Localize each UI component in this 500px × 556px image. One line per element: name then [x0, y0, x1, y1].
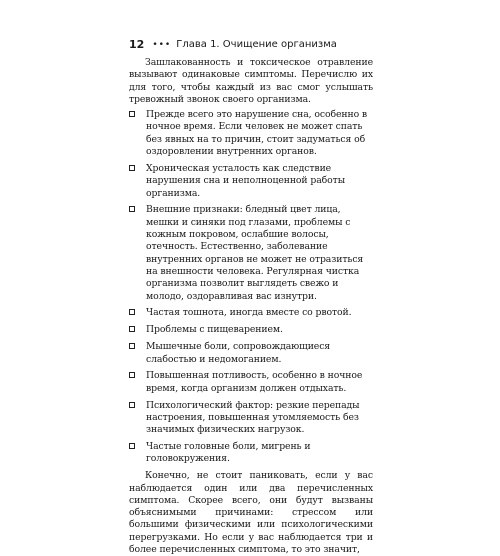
symptom-list	[129, 109, 373, 465]
list-item	[129, 204, 373, 302]
checkbox-bullet-icon	[129, 165, 135, 171]
list-item-text: Мышечные боли, сопровождающиеся слабостью и недомоганием.	[146, 341, 331, 365]
list-item-text: Хроническая усталость как следствие нарушения сна и неполноценной работы организма.	[146, 162, 346, 199]
list-item-text: Психологический фактор: резкие перепады настроения, повышенная утомляемость без значимых физических нагрузок.	[146, 399, 360, 436]
checkbox-bullet-icon	[129, 343, 135, 349]
list-item-text: Повышенная потливость, особенно в ночное время, когда организм должен отдыхать.	[146, 370, 363, 394]
list-item	[129, 163, 373, 200]
checkbox-bullet-icon	[129, 111, 135, 117]
checkbox-bullet-icon	[129, 309, 135, 315]
list-item-text: Прежде всего это нарушение сна, особенно в ночное время. Если человек не может спать без явных на то причин, стоит задуматься об оздоровлении внутренних органов.	[146, 109, 368, 158]
list-item	[129, 341, 373, 366]
intro-paragraph: Зашлакованность и токсическое отравление вызывают одинаковые симптомы. Перечислю их для того, чтобы каждый из вас смог услышать тревожный звонок своего организма.	[129, 57, 373, 105]
list-item-text: Частые головные боли, мигрень и головокружения.	[146, 441, 311, 465]
chapter-title: Глава 1. Очищение организма	[176, 39, 337, 50]
list-item	[129, 370, 373, 395]
checkbox-bullet-icon	[129, 402, 135, 408]
checkbox-bullet-icon	[129, 443, 135, 449]
page-number: 12	[129, 38, 145, 51]
checkbox-bullet-icon	[129, 372, 135, 378]
list-item	[129, 307, 373, 319]
list-item	[129, 324, 373, 336]
header-dots: •••	[152, 39, 172, 50]
list-item-text: Частая тошнота, иногда вместе со рвотой.	[146, 307, 352, 319]
running-head	[129, 38, 337, 51]
list-item	[129, 441, 373, 466]
checkbox-bullet-icon	[129, 206, 135, 212]
list-item-text: Внешние признаки: бледный цвет лица, мешки и синяки под глазами, проблемы с кожным покровом, ослабшие волосы, отечность. Естественно, заболевание внутренних органов не может не отразиться на внешности человека. Регулярная чистка организма позволит выглядеть свежо и молодо, оздоравливая вас изнутри.	[146, 204, 364, 302]
conclusion-paragraph: Конечно, не стоит паниковать, если у вас наблюдается один или два перечисленных симптома. Скорее всего, они будут вызваны объяснимыми причинами: стрессом или большими физическими или психологическими перегрузками. Но если у вас наблюдается три и более перечисленных симптома, то это значит,	[129, 470, 373, 556]
list-item	[129, 109, 373, 158]
body-text	[129, 57, 373, 556]
list-item-text: Проблемы с пищеварением.	[146, 324, 283, 336]
checkbox-bullet-icon	[129, 326, 135, 332]
list-item	[129, 400, 373, 437]
